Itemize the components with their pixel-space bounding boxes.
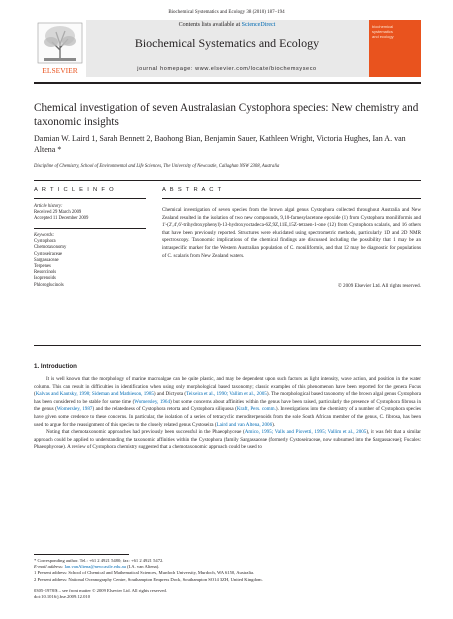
article-info-heading: A R T I C L E I N F O: [34, 187, 115, 193]
keyword: Resorcinols: [34, 270, 57, 276]
author-list: Damian W. Laird 1, Sarah Bennett 2, Baohong Bian, Benjamin Sauer, Kathleen Wright, Victoria Hughes, Ian A. van Altena *: [34, 134, 406, 154]
section-heading-introduction: 1. Introduction: [34, 363, 77, 370]
publication-info: [34, 588, 421, 600]
keywords-label: Keywords:: [34, 233, 55, 238]
keywords-block: [34, 233, 146, 289]
keywords-rule: [34, 228, 146, 229]
received-date: Received 29 March 2009: [34, 210, 82, 216]
citation-link[interactable]: Womersley, 1964: [134, 398, 171, 405]
abstract-heading: A B S T R A C T: [162, 187, 223, 193]
contents-prefix: Contents lists available at: [178, 22, 242, 28]
citation-link[interactable]: Womersley, 1987: [56, 406, 93, 413]
article-info-rule: [34, 198, 146, 199]
introduction-body: [34, 376, 421, 452]
header-rule: [34, 180, 421, 181]
keyword: Phloroglucinols: [34, 282, 64, 288]
paragraph: Noting that chemotaxonomic approaches had previously been successful in the Phaeophyceae (Amico, 1995; Valls and Piovetti, 1995; Vallim et al., 2005), it was felt that a similar approach could be applied to understanding the taxonomic affinities within the Cystophora (family Sargassaceae (formerly Cystoseiraceae, now subsumed into the Sargassaceae); Fucales: Phaeophyceae). A review of Cystophora chemistry suggested that a chemotaxonomic approach could be used to: [34, 429, 421, 451]
copyright-notice: © 2009 Elsevier Ltd. All rights reserved.: [337, 283, 421, 289]
section-rule: [34, 345, 421, 346]
keyword: Sargassaceae: [34, 257, 59, 263]
article-title: Chemical investigation of seven Australasian Cystophora species: New chemistry and taxonomic insights: [34, 102, 419, 128]
paragraph: It is well known that the morphology of marine macroalgae can be quite plastic, and may be dependent upon such factors as light intensity, wave action, and position in the water column. This can result in difficulties in identification when using only morphological based taxonomy; classic examples of this phenomenon have been reported for the genera Fucus (Kalvas and Kautsky, 1998; Sideman and Mathieson, 1985) and Dictyota (Teixeira et al., 1990; Vallim et al., 2005). The morphological based taxonomy of the brown algal genus Cystophora has been considered to be stable for some time (Womersley, 1964) but some concerns about affinities within the genus have been raised, particularly the presence of Cystophora fibrosa in the genus (Womersley, 1987) and the relatedness of Cystophora retorta and Cystophora siliquosa (Kraft, Pers. comm.). Investigations into the chemistry of a number of Cystophora species have given some credence to these concerns. In particular, the isolation of a series of tetracyclic meroditerpenoids from the sole South African member of the genus, C. fibrosa, has been used to argue for the reassignment of this species to the closely related genus Cystoseira (Laird and van Altena, 2006).: [34, 376, 422, 428]
keyword: Terpenes: [34, 264, 51, 270]
citation-link[interactable]: Amico, 1995; Valls and Piovetti, 1995; Vallim et al., 2005: [244, 429, 367, 436]
corresponding-author-note: * Corresponding author. Tel.: +61 2 4921 5480; fax: +61 2 4921 5472.: [34, 558, 164, 563]
citation-link[interactable]: Kraft, Pers. comm.: [236, 406, 276, 413]
issn-line: 0305-1978/$ – see front matter © 2009 Elsevier Ltd. All rights reserved.: [34, 588, 167, 593]
journal-homepage-link[interactable]: journal homepage: www.elsevier.com/locate/biochemsyseco: [137, 66, 317, 72]
publisher-name: ELSEVIER: [42, 66, 78, 75]
keyword: Cystoseiraceae: [34, 251, 63, 257]
email-link[interactable]: Ian.vanAltena@newcastle.edu.au: [64, 564, 126, 570]
abstract-text: Chemical investigation of seven species from the brown algal genus Cystophora collected throughout Australia and New Zealand resulted in the isolation of two new compounds, 9,10-farnesylacetone epoxide (1) from Cystophora moniliformis and 1'-(2',4',6'-trihydroxyphenyl)-13-hydroxyoctadeca-6Z,9Z,11E,15Z-tetraen-1-one (12) from Cystophora scalaris, and 16 others that have been previously reported. Structures were elucidated using spectrometric methods, particularly 1D and 2D NMR spectroscopy. Taxonomic implications of the chemical findings are discussed including the possibility that 1 may be an intraspecific marker for the Western Australian population of C. moniliformis, and that 12 may be diagnostic for populations of C. scalaris from New Zealand waters.: [162, 207, 421, 259]
affiliation: Discipline of Chemistry, School of Environmental and Life Sciences, The University of Newcastle, Callaghan NSW 2308, Australia: [34, 164, 280, 169]
footnote-1: 1 Present address: School of Chemical and Mathematical Sciences, Murdoch University, Murdoch, WA 6150, Australia.: [34, 570, 255, 576]
keyword: Chemotaxonomy: [34, 245, 67, 251]
footnote-2: 2 Present address: National Oceanography Centre, Southampton Empress Dock, Southampton SO14 3ZH, United Kingdom.: [34, 576, 263, 582]
article-history: [34, 204, 146, 223]
citation-link[interactable]: Laird and van Altena, 2006: [216, 421, 273, 428]
doi-line[interactable]: doi:10.1016/j.bse.2009.12.010: [34, 594, 91, 600]
cover-title: [372, 24, 418, 39]
history-label: Article history:: [34, 204, 63, 209]
citation-link[interactable]: Teixeira et al., 1990; Vallim et al., 2005: [186, 391, 267, 398]
running-header: Biochemical Systematics and Ecology 38 (2010) 187–194: [168, 10, 285, 15]
elsevier-tree-logo-icon: [34, 20, 86, 77]
accepted-date: Accepted 11 December 2009: [34, 216, 89, 222]
sciencedirect-link[interactable]: ScienceDirect: [241, 22, 276, 28]
footnote-rule: [34, 554, 129, 555]
keyword: Isoprenoids: [34, 276, 56, 282]
cover-line: biochemical: [372, 24, 394, 29]
contents-line: [95, 22, 359, 28]
abstract-rule: [162, 198, 421, 199]
citation-link[interactable]: Kalvas and Kautsky, 1998; Sideman and Mathieson, 1985: [35, 391, 154, 398]
journal-title: Biochemical Systematics and Ecology: [134, 36, 320, 50]
banner-rule: [34, 82, 421, 84]
footnotes: [34, 558, 421, 583]
email-note: E-mail address: Ian.vanAltena@newcastle.edu.au (I.A. van Altena).: [34, 564, 160, 570]
keyword: Cystophora: [34, 239, 56, 245]
cover-line: systematics: [372, 29, 393, 34]
cover-line: and ecology: [372, 34, 394, 39]
